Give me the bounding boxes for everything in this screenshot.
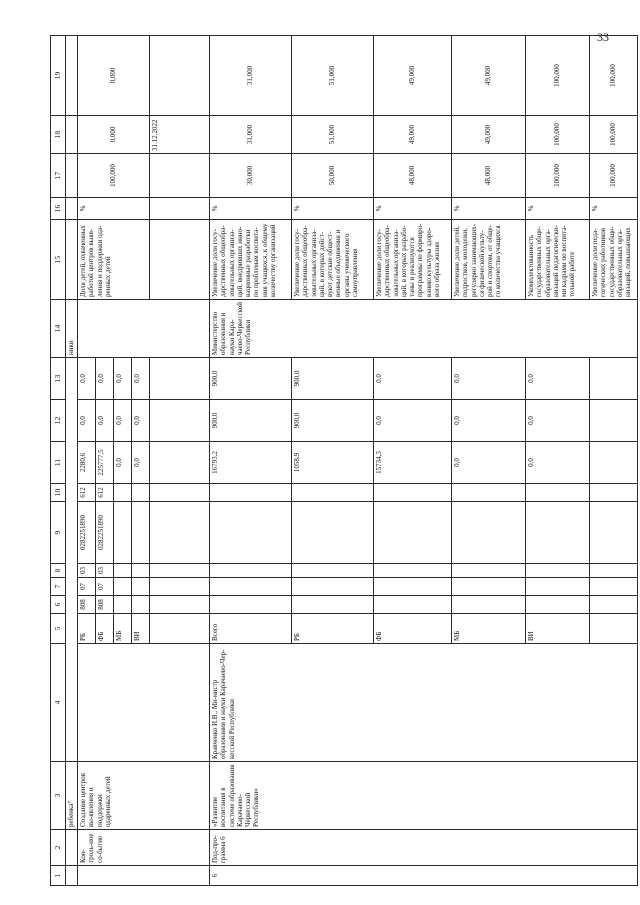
page-number: 33 bbox=[597, 30, 609, 44]
table-cell: 612 bbox=[78, 484, 96, 502]
table-cell bbox=[374, 502, 452, 564]
table-cell bbox=[150, 442, 210, 484]
table-cell bbox=[292, 578, 374, 596]
table-row bbox=[78, 36, 96, 886]
value-cell: 0,000 bbox=[78, 116, 150, 154]
table-cell bbox=[132, 578, 150, 596]
amount-cell: 225777,5 bbox=[96, 442, 114, 484]
table-cell bbox=[66, 154, 78, 198]
source-cell: ФБ bbox=[374, 614, 452, 644]
amount-cell: 0,0 bbox=[114, 358, 132, 400]
table-cell bbox=[452, 596, 526, 614]
table-cell bbox=[590, 564, 638, 578]
control-event-name: Создание центров вы-явления и поддержки одаренных детей bbox=[78, 762, 210, 830]
amount-cell: 0,0 bbox=[452, 400, 526, 442]
value-cell: 100,000 bbox=[590, 116, 638, 154]
table-cell: 07 bbox=[78, 578, 96, 596]
table-cell bbox=[292, 484, 374, 502]
program-table bbox=[50, 35, 638, 886]
table-cell bbox=[78, 300, 210, 358]
table-cell bbox=[150, 502, 210, 564]
table-cell bbox=[374, 484, 452, 502]
amount-cell: 0,0 bbox=[132, 442, 150, 484]
table-cell bbox=[150, 578, 210, 596]
value-cell: 100,000 bbox=[526, 36, 590, 116]
table-cell bbox=[114, 484, 132, 502]
table-cell bbox=[590, 578, 638, 596]
amount-cell: 900,0 bbox=[292, 358, 374, 400]
amount-cell: 0,0 bbox=[452, 358, 526, 400]
table-cell bbox=[66, 36, 78, 116]
unit-cell: % bbox=[526, 198, 590, 220]
column-number-row bbox=[51, 36, 66, 886]
header-cell: 12 bbox=[51, 400, 66, 442]
table-cell bbox=[292, 596, 374, 614]
indicator-text: Укомплектованность государственных обще-образовательных орга-низаций педагогически-ми кадрами по воспита-тельной работе bbox=[526, 220, 590, 300]
unit-cell: % bbox=[374, 198, 452, 220]
value-cell: 50,000 bbox=[292, 154, 374, 198]
table-cell bbox=[132, 484, 150, 502]
table-cell: 612 bbox=[96, 484, 114, 502]
control-event-label: Кон-троль-ное со-бытие bbox=[78, 830, 210, 866]
table-cell bbox=[78, 644, 210, 762]
amount-cell: 900,0 bbox=[210, 358, 292, 400]
table-cell bbox=[114, 596, 132, 614]
carry-col14: ники bbox=[66, 300, 78, 358]
table-cell bbox=[452, 484, 526, 502]
table-cell bbox=[150, 220, 210, 300]
source-cell: ВИ bbox=[132, 614, 150, 644]
table-cell bbox=[590, 596, 638, 614]
value-cell: 49,000 bbox=[374, 116, 452, 154]
source-cell: ВИ bbox=[526, 614, 590, 644]
table-cell bbox=[150, 484, 210, 502]
amount-cell: 0,0 bbox=[374, 400, 452, 442]
indicator-text: Увеличение доли детей, подростков, молодежи, регулярно занимающих-ся физической культу-рой и спортом, от обще-го количества учащихся bbox=[452, 220, 526, 300]
table-cell bbox=[150, 614, 210, 644]
carry-col3: ребенка" bbox=[66, 762, 78, 830]
indicator-text: Увеличение доли госу-дарственных общеобра-зовательных организа-ций, в которых дейст-вуют детские общест-венные объединения и органы ученического самоуправления bbox=[292, 220, 374, 300]
subprogram-label: Под-про-грамма 6 bbox=[210, 830, 638, 866]
table-cell bbox=[526, 484, 590, 502]
source-cell bbox=[590, 614, 638, 644]
amount-cell: 0,0 bbox=[132, 400, 150, 442]
header-cell: 15 bbox=[51, 220, 66, 300]
indicator-text: Доля детей, охваченных работой центров выяв-ления и поддержки ода-ренных детей bbox=[78, 220, 150, 300]
table-cell bbox=[374, 578, 452, 596]
amount-cell: 0,0 bbox=[132, 358, 150, 400]
header-cell: 5 bbox=[51, 614, 66, 644]
header-cell: 7 bbox=[51, 578, 66, 596]
indicator-text: Увеличение доли педа-гогических работников государственных обще-образовательных орга-низаций, повышающих bbox=[590, 220, 638, 300]
amount-cell: 2280,6 bbox=[78, 442, 96, 484]
amount-cell: 0,0 bbox=[114, 400, 132, 442]
table-cell bbox=[210, 596, 292, 614]
value-cell: 51,000 bbox=[292, 116, 374, 154]
header-cell: 4 bbox=[51, 644, 66, 762]
indicator-text: Увеличение доли госу-дарственных общеобра-зовательных организа-ций, внедривших инно-вационные разработки по проблемам воспита-ния учащихся, к общему количеству организаций bbox=[210, 220, 292, 300]
table-cell: 808 bbox=[78, 596, 96, 614]
source-cell: ФБ bbox=[96, 614, 114, 644]
table-cell bbox=[210, 578, 292, 596]
header-cell: 3 bbox=[51, 762, 66, 830]
subprogram-name: «Развитие воспитания в системе образования Карачаево-Черкесской Республики» bbox=[210, 762, 638, 830]
amount-cell: 0,0 bbox=[374, 358, 452, 400]
table-cell bbox=[526, 578, 590, 596]
table-cell bbox=[66, 198, 78, 220]
value-cell: 49,000 bbox=[374, 36, 452, 116]
table-cell bbox=[150, 564, 210, 578]
value-cell: 31,000 bbox=[210, 116, 292, 154]
table-cell bbox=[150, 400, 210, 442]
value-cell: 51,000 bbox=[292, 36, 374, 116]
table-cell bbox=[292, 564, 374, 578]
amount-cell bbox=[590, 442, 638, 484]
table-cell bbox=[210, 484, 292, 502]
source-cell: РБ bbox=[292, 614, 374, 644]
header-cell: 11 bbox=[51, 442, 66, 484]
table-cell: 03 bbox=[78, 564, 96, 578]
table-cell bbox=[114, 564, 132, 578]
table-cell bbox=[526, 502, 590, 564]
table-cell: 0282251890 bbox=[78, 502, 96, 564]
value-cell: 48,000 bbox=[374, 154, 452, 198]
amount-cell: 0,0 bbox=[78, 358, 96, 400]
value-cell: 49,000 bbox=[452, 36, 526, 116]
source-cell: РБ bbox=[78, 614, 96, 644]
value-cell: 100,000 bbox=[526, 154, 590, 198]
table-cell bbox=[114, 502, 132, 564]
unit-cell: % bbox=[452, 198, 526, 220]
table-cell bbox=[66, 830, 78, 866]
table-cell bbox=[150, 596, 210, 614]
executor-name: Министерство образования и науки Кара-чаево-Черкесской Республики bbox=[210, 300, 638, 358]
amount-cell: 1058,9 bbox=[292, 442, 374, 484]
header-cell: 16 bbox=[51, 198, 66, 220]
table-cell bbox=[590, 502, 638, 564]
table-cell bbox=[374, 596, 452, 614]
table-cell bbox=[210, 564, 292, 578]
amount-cell: 0,0 bbox=[114, 442, 132, 484]
amount-cell: 0,0 bbox=[78, 400, 96, 442]
table-cell bbox=[150, 36, 210, 116]
value-cell: 100,000 bbox=[78, 154, 150, 198]
value-cell: 100,000 bbox=[590, 36, 638, 116]
header-cell: 18 bbox=[51, 116, 66, 154]
header-cell: 9 bbox=[51, 502, 66, 564]
amount-cell: 0,0 bbox=[452, 442, 526, 484]
table-cell bbox=[292, 502, 374, 564]
value-cell: 30,000 bbox=[210, 154, 292, 198]
indicator-text: Увеличение доли госу-дарственных общеобра-зовательных организа-ций, в которых разрабо-таны и реализуются программы по формиро-ванию культуры здоро-вого образа жизни bbox=[374, 220, 452, 300]
header-cell: 8 bbox=[51, 564, 66, 578]
table-cell: 03 bbox=[96, 564, 114, 578]
amount-cell: 16793,2 bbox=[210, 442, 292, 484]
amount-cell: 0,0 bbox=[96, 358, 114, 400]
table-cell bbox=[150, 154, 210, 198]
source-cell: МБ bbox=[114, 614, 132, 644]
table-cell bbox=[526, 596, 590, 614]
source-cell: Всего bbox=[210, 614, 292, 644]
table-row bbox=[210, 36, 292, 886]
amount-cell: 0,0 bbox=[96, 400, 114, 442]
table-cell bbox=[452, 564, 526, 578]
unit-cell: % bbox=[590, 198, 638, 220]
amount-cell: 900,0 bbox=[210, 400, 292, 442]
unit-cell: % bbox=[292, 198, 374, 220]
table-cell bbox=[590, 484, 638, 502]
table-cell bbox=[150, 198, 210, 220]
value-cell: 0,000 bbox=[78, 36, 150, 116]
table-cell bbox=[374, 564, 452, 578]
value-cell: 49,000 bbox=[452, 116, 526, 154]
amount-cell: 900,0 bbox=[292, 400, 374, 442]
amount-cell: 0,0 bbox=[526, 442, 590, 484]
carry-over-row bbox=[66, 36, 78, 886]
header-cell: 14 bbox=[51, 300, 66, 358]
amount-cell bbox=[590, 400, 638, 442]
table-cell bbox=[66, 116, 78, 154]
header-cell: 2 bbox=[51, 830, 66, 866]
header-cell: 17 bbox=[51, 154, 66, 198]
table-cell: 07 bbox=[96, 578, 114, 596]
unit-cell: % bbox=[78, 198, 150, 220]
value-cell: 48,000 bbox=[452, 154, 526, 198]
row-number: 6 bbox=[210, 866, 638, 886]
date-cell: 31.12.2022 bbox=[150, 116, 210, 154]
table-cell bbox=[78, 866, 210, 886]
value-cell: 31,000 bbox=[210, 36, 292, 116]
value-cell: 100,000 bbox=[590, 154, 638, 198]
table-cell bbox=[452, 502, 526, 564]
table-cell bbox=[132, 502, 150, 564]
amount-cell bbox=[590, 358, 638, 400]
amount-cell: 0,0 bbox=[526, 400, 590, 442]
table-cell bbox=[66, 220, 78, 300]
header-cell: 19 bbox=[51, 36, 66, 116]
table-cell bbox=[210, 502, 292, 564]
table-cell bbox=[132, 596, 150, 614]
header-cell: 10 bbox=[51, 484, 66, 502]
table-cell bbox=[526, 564, 590, 578]
amount-cell: 15734,3 bbox=[374, 442, 452, 484]
table-cell bbox=[132, 564, 150, 578]
table-cell bbox=[114, 578, 132, 596]
unit-cell: % bbox=[210, 198, 292, 220]
table-cell bbox=[66, 358, 78, 762]
header-cell: 13 bbox=[51, 358, 66, 400]
source-cell: МБ bbox=[452, 614, 526, 644]
amount-cell: 0,0 bbox=[526, 358, 590, 400]
table-cell: 808 bbox=[96, 596, 114, 614]
table-cell: 0282251890 bbox=[96, 502, 114, 564]
header-cell: 6 bbox=[51, 596, 66, 614]
table-cell bbox=[452, 578, 526, 596]
table-cell bbox=[150, 358, 210, 400]
value-cell: 100,000 bbox=[526, 116, 590, 154]
table-cell bbox=[66, 866, 78, 886]
responsible-person: Кравченко И.В., Ми-нистр образования и науки Карачаево-Чер-кесской Республики bbox=[210, 644, 638, 762]
header-cell: 1 bbox=[51, 866, 66, 886]
